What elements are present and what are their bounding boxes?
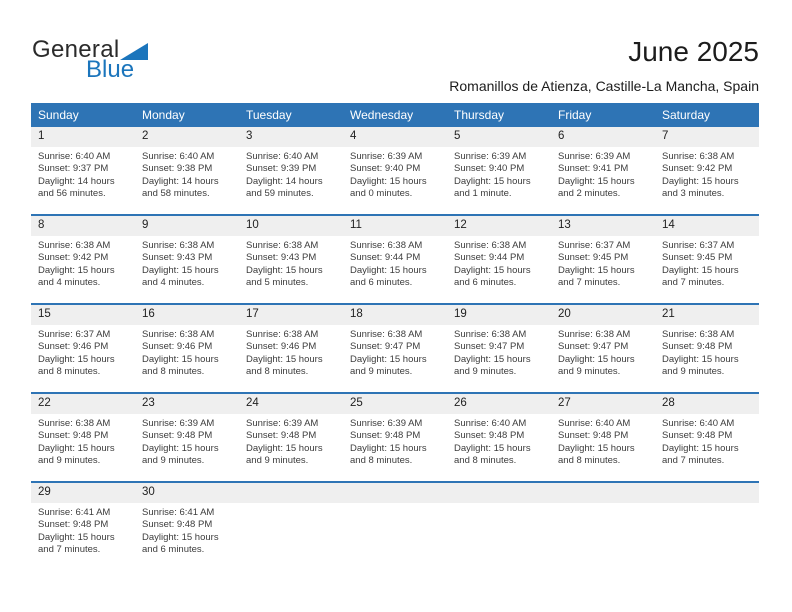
day-number: 4 — [343, 127, 447, 147]
logo — [32, 36, 148, 84]
calendar-weeks — [31, 127, 759, 570]
daylight-text: Daylight: 15 hours and 9 minutes. — [662, 353, 739, 377]
daylight-text: Daylight: 15 hours and 4 minutes. — [142, 264, 219, 288]
sunset-text: Sunset: 9:45 PM — [662, 252, 733, 264]
day-number: 8 — [31, 216, 135, 236]
day-cell-7 — [655, 127, 759, 214]
day-details — [31, 325, 135, 390]
day-number: 11 — [343, 216, 447, 236]
sunrise-text: Sunrise: 6:41 AM — [38, 507, 111, 518]
daylight-text: Daylight: 15 hours and 5 minutes. — [246, 264, 323, 288]
day-cell-3 — [239, 127, 343, 214]
day-number: 9 — [135, 216, 239, 236]
week-row-4 — [31, 392, 759, 481]
day-number — [551, 483, 655, 503]
day-number: 28 — [655, 394, 759, 414]
day-number: 14 — [655, 216, 759, 236]
day-details — [343, 414, 447, 479]
sunset-text: Sunset: 9:48 PM — [38, 430, 109, 442]
sunset-text: Sunset: 9:47 PM — [558, 341, 629, 353]
day-number — [343, 483, 447, 503]
daylight-text: Daylight: 15 hours and 2 minutes. — [558, 175, 635, 199]
day-cell-18 — [343, 305, 447, 392]
sunrise-text: Sunrise: 6:38 AM — [142, 240, 215, 251]
sunset-text: Sunset: 9:47 PM — [454, 341, 525, 353]
day-details — [551, 414, 655, 479]
day-number — [655, 483, 759, 503]
sunset-text: Sunset: 9:48 PM — [142, 519, 213, 531]
sunrise-text: Sunrise: 6:39 AM — [246, 418, 319, 429]
day-cell-20 — [551, 305, 655, 392]
day-number: 24 — [239, 394, 343, 414]
sunset-text: Sunset: 9:42 PM — [662, 163, 733, 175]
daylight-text: Daylight: 15 hours and 8 minutes. — [142, 353, 219, 377]
day-details — [135, 325, 239, 390]
sunset-text: Sunset: 9:38 PM — [142, 163, 213, 175]
week-row-5 — [31, 481, 759, 570]
day-cell-27 — [551, 394, 655, 481]
day-details — [343, 503, 447, 519]
daylight-text: Daylight: 15 hours and 9 minutes. — [38, 442, 115, 466]
day-number: 17 — [239, 305, 343, 325]
month-title: June 2025 — [628, 36, 759, 67]
sunset-text: Sunset: 9:43 PM — [246, 252, 317, 264]
sunrise-text: Sunrise: 6:41 AM — [142, 507, 215, 518]
day-details — [447, 147, 551, 212]
day-number: 23 — [135, 394, 239, 414]
day-details — [239, 325, 343, 390]
day-cell-28 — [655, 394, 759, 481]
daylight-text: Daylight: 15 hours and 9 minutes. — [454, 353, 531, 377]
daylight-text: Daylight: 15 hours and 4 minutes. — [38, 264, 115, 288]
sunset-text: Sunset: 9:48 PM — [38, 519, 109, 531]
day-cell-13 — [551, 216, 655, 303]
sunset-text: Sunset: 9:48 PM — [246, 430, 317, 442]
sunset-text: Sunset: 9:47 PM — [350, 341, 421, 353]
daylight-text: Daylight: 15 hours and 0 minutes. — [350, 175, 427, 199]
day-number: 29 — [31, 483, 135, 503]
daylight-text: Daylight: 15 hours and 6 minutes. — [454, 264, 531, 288]
day-cell-9 — [135, 216, 239, 303]
sunset-text: Sunset: 9:44 PM — [350, 252, 421, 264]
sunrise-text: Sunrise: 6:40 AM — [662, 418, 735, 429]
sunrise-text: Sunrise: 6:37 AM — [38, 329, 111, 340]
day-details — [551, 503, 655, 519]
day-cell-empty — [447, 483, 551, 570]
sunset-text: Sunset: 9:46 PM — [246, 341, 317, 353]
sunrise-text: Sunrise: 6:40 AM — [142, 151, 215, 162]
day-number — [447, 483, 551, 503]
sunset-text: Sunset: 9:45 PM — [558, 252, 629, 264]
day-cell-17 — [239, 305, 343, 392]
day-number: 13 — [551, 216, 655, 236]
day-cell-5 — [447, 127, 551, 214]
sunrise-text: Sunrise: 6:37 AM — [662, 240, 735, 251]
sunrise-text: Sunrise: 6:40 AM — [38, 151, 111, 162]
week-row-2 — [31, 214, 759, 303]
day-number: 3 — [239, 127, 343, 147]
daylight-text: Daylight: 14 hours and 59 minutes. — [246, 175, 323, 199]
day-details — [551, 325, 655, 390]
sunset-text: Sunset: 9:40 PM — [454, 163, 525, 175]
day-details — [655, 414, 759, 479]
day-details — [31, 414, 135, 479]
day-details — [239, 147, 343, 212]
sunrise-text: Sunrise: 6:38 AM — [350, 329, 423, 340]
weekday-header-sunday: Sunday — [38, 108, 79, 122]
day-details — [239, 503, 343, 519]
day-cell-29 — [31, 483, 135, 570]
daylight-text: Daylight: 15 hours and 8 minutes. — [38, 353, 115, 377]
day-details — [655, 503, 759, 519]
weekday-header-wednesday: Wednesday — [350, 108, 414, 122]
day-details — [31, 236, 135, 301]
day-details — [135, 414, 239, 479]
day-number: 20 — [551, 305, 655, 325]
day-details — [343, 236, 447, 301]
day-number: 7 — [655, 127, 759, 147]
day-details — [551, 147, 655, 212]
weekday-header-saturday: Saturday — [662, 108, 711, 122]
sunrise-text: Sunrise: 6:39 AM — [142, 418, 215, 429]
day-cell-10 — [239, 216, 343, 303]
daylight-text: Daylight: 15 hours and 8 minutes. — [454, 442, 531, 466]
daylight-text: Daylight: 15 hours and 1 minute. — [454, 175, 531, 199]
day-details — [655, 147, 759, 212]
sunrise-text: Sunrise: 6:38 AM — [38, 240, 111, 251]
daylight-text: Daylight: 15 hours and 8 minutes. — [246, 353, 323, 377]
day-number — [239, 483, 343, 503]
week-row-3 — [31, 303, 759, 392]
day-cell-19 — [447, 305, 551, 392]
day-cell-8 — [31, 216, 135, 303]
day-cell-6 — [551, 127, 655, 214]
day-number: 27 — [551, 394, 655, 414]
sunrise-text: Sunrise: 6:38 AM — [38, 418, 111, 429]
daylight-text: Daylight: 15 hours and 6 minutes. — [142, 531, 219, 555]
sunrise-text: Sunrise: 6:40 AM — [246, 151, 319, 162]
day-details — [655, 325, 759, 390]
week-row-1 — [31, 127, 759, 214]
day-details — [135, 503, 239, 568]
sunrise-text: Sunrise: 6:38 AM — [662, 329, 735, 340]
sunset-text: Sunset: 9:48 PM — [350, 430, 421, 442]
daylight-text: Daylight: 15 hours and 6 minutes. — [350, 264, 427, 288]
day-cell-empty — [655, 483, 759, 570]
sunrise-text: Sunrise: 6:39 AM — [350, 151, 423, 162]
day-number: 16 — [135, 305, 239, 325]
day-number: 10 — [239, 216, 343, 236]
day-number: 2 — [135, 127, 239, 147]
sunrise-text: Sunrise: 6:40 AM — [558, 418, 631, 429]
daylight-text: Daylight: 14 hours and 58 minutes. — [142, 175, 219, 199]
day-cell-22 — [31, 394, 135, 481]
day-details — [447, 503, 551, 519]
day-number: 19 — [447, 305, 551, 325]
sunset-text: Sunset: 9:39 PM — [246, 163, 317, 175]
day-number: 21 — [655, 305, 759, 325]
sunrise-text: Sunrise: 6:38 AM — [454, 240, 527, 251]
day-cell-4 — [343, 127, 447, 214]
sunset-text: Sunset: 9:44 PM — [454, 252, 525, 264]
daylight-text: Daylight: 15 hours and 9 minutes. — [350, 353, 427, 377]
day-details — [447, 236, 551, 301]
day-details — [551, 236, 655, 301]
sunrise-text: Sunrise: 6:38 AM — [246, 329, 319, 340]
sunrise-text: Sunrise: 6:38 AM — [558, 329, 631, 340]
title-block — [449, 36, 759, 94]
day-cell-empty — [343, 483, 447, 570]
day-cell-14 — [655, 216, 759, 303]
day-details — [239, 236, 343, 301]
sunset-text: Sunset: 9:48 PM — [558, 430, 629, 442]
day-details — [239, 414, 343, 479]
day-cell-empty — [551, 483, 655, 570]
daylight-text: Daylight: 15 hours and 3 minutes. — [662, 175, 739, 199]
day-number: 30 — [135, 483, 239, 503]
sunset-text: Sunset: 9:42 PM — [38, 252, 109, 264]
sunset-text: Sunset: 9:48 PM — [142, 430, 213, 442]
sunset-text: Sunset: 9:48 PM — [454, 430, 525, 442]
day-number: 1 — [31, 127, 135, 147]
logo-text-general: General — [32, 36, 120, 63]
day-details — [31, 147, 135, 212]
weekday-header-thursday: Thursday — [454, 108, 505, 122]
daylight-text: Daylight: 15 hours and 7 minutes. — [558, 264, 635, 288]
day-cell-15 — [31, 305, 135, 392]
day-cell-empty — [239, 483, 343, 570]
day-cell-25 — [343, 394, 447, 481]
day-cell-16 — [135, 305, 239, 392]
weekday-header-friday: Friday — [558, 108, 592, 122]
day-details — [343, 325, 447, 390]
sunset-text: Sunset: 9:48 PM — [662, 430, 733, 442]
day-number: 22 — [31, 394, 135, 414]
sunrise-text: Sunrise: 6:39 AM — [558, 151, 631, 162]
day-details — [447, 325, 551, 390]
daylight-text: Daylight: 15 hours and 7 minutes. — [662, 264, 739, 288]
calendar-table — [31, 103, 759, 570]
daylight-text: Daylight: 14 hours and 56 minutes. — [38, 175, 115, 199]
day-cell-21 — [655, 305, 759, 392]
sunrise-text: Sunrise: 6:39 AM — [454, 151, 527, 162]
daylight-text: Daylight: 15 hours and 9 minutes. — [142, 442, 219, 466]
sunrise-text: Sunrise: 6:39 AM — [350, 418, 423, 429]
weekday-header-tuesday: Tuesday — [246, 108, 292, 122]
sunset-text: Sunset: 9:48 PM — [662, 341, 733, 353]
daylight-text: Daylight: 15 hours and 7 minutes. — [662, 442, 739, 466]
daylight-text: Daylight: 15 hours and 8 minutes. — [350, 442, 427, 466]
daylight-text: Daylight: 15 hours and 8 minutes. — [558, 442, 635, 466]
daylight-text: Daylight: 15 hours and 9 minutes. — [246, 442, 323, 466]
sunset-text: Sunset: 9:43 PM — [142, 252, 213, 264]
sunset-text: Sunset: 9:46 PM — [142, 341, 213, 353]
sunset-text: Sunset: 9:46 PM — [38, 341, 109, 353]
sunrise-text: Sunrise: 6:38 AM — [662, 151, 735, 162]
day-details — [135, 147, 239, 212]
day-number: 26 — [447, 394, 551, 414]
day-number: 5 — [447, 127, 551, 147]
location-subtitle: Romanillos de Atienza, Castille-La Mancha, Spain — [449, 78, 759, 94]
day-number: 18 — [343, 305, 447, 325]
day-number: 6 — [551, 127, 655, 147]
day-details — [447, 414, 551, 479]
day-details — [31, 503, 135, 568]
day-cell-11 — [343, 216, 447, 303]
daylight-text: Daylight: 15 hours and 7 minutes. — [38, 531, 115, 555]
sunrise-text: Sunrise: 6:40 AM — [454, 418, 527, 429]
sunrise-text: Sunrise: 6:37 AM — [558, 240, 631, 251]
day-cell-23 — [135, 394, 239, 481]
weekday-header-row — [31, 103, 759, 127]
sunrise-text: Sunrise: 6:38 AM — [246, 240, 319, 251]
weekday-header-monday: Monday — [142, 108, 185, 122]
day-cell-30 — [135, 483, 239, 570]
day-cell-26 — [447, 394, 551, 481]
day-details — [655, 236, 759, 301]
day-number: 12 — [447, 216, 551, 236]
sunrise-text: Sunrise: 6:38 AM — [142, 329, 215, 340]
sunrise-text: Sunrise: 6:38 AM — [454, 329, 527, 340]
day-number: 15 — [31, 305, 135, 325]
sunset-text: Sunset: 9:41 PM — [558, 163, 629, 175]
sunset-text: Sunset: 9:37 PM — [38, 163, 109, 175]
day-number: 25 — [343, 394, 447, 414]
logo-text-blue: Blue — [86, 56, 135, 83]
sunrise-text: Sunrise: 6:38 AM — [350, 240, 423, 251]
day-cell-1 — [31, 127, 135, 214]
day-cell-24 — [239, 394, 343, 481]
day-cell-2 — [135, 127, 239, 214]
daylight-text: Daylight: 15 hours and 9 minutes. — [558, 353, 635, 377]
sunset-text: Sunset: 9:40 PM — [350, 163, 421, 175]
day-details — [343, 147, 447, 212]
day-cell-12 — [447, 216, 551, 303]
day-details — [135, 236, 239, 301]
